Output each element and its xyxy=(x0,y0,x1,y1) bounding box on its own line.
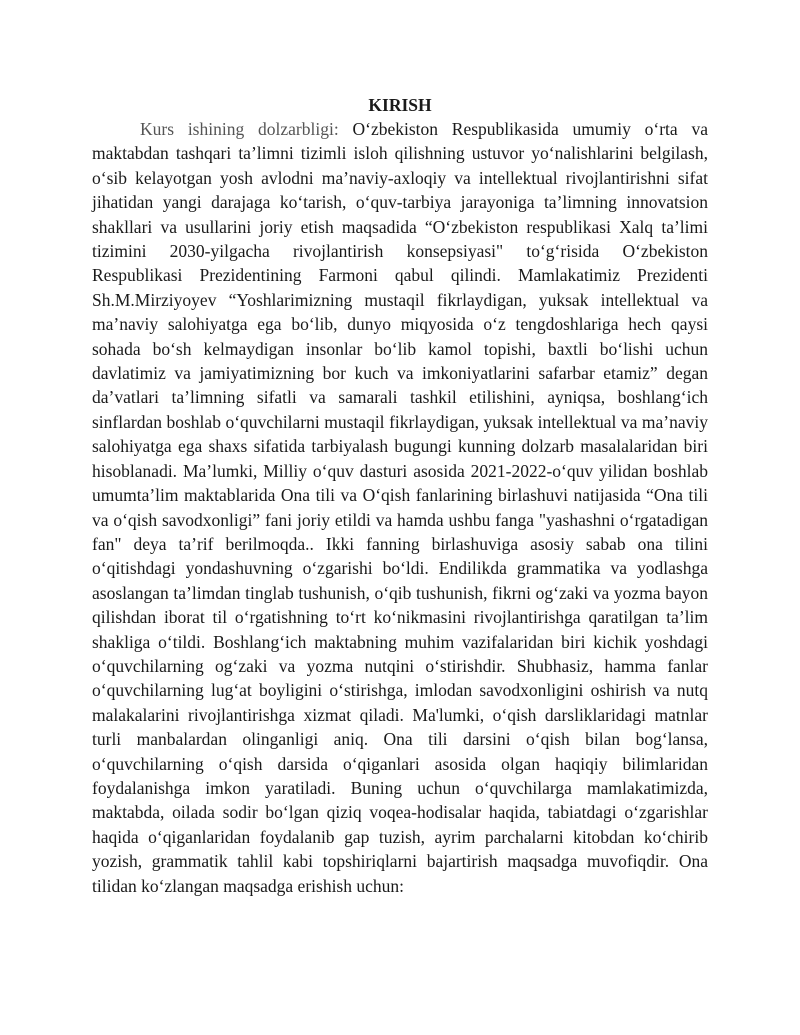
page-title: KIRISH xyxy=(368,95,432,115)
body-paragraph xyxy=(92,117,708,898)
paragraph-text: O‘zbekiston Respublikasida umumiy o‘rta va maktabdan tashqari ta’limni tizimli isloh qilishning ustuvor yo‘nalishlarini belgilash, o‘sib kelayotgan yosh avlodni ma’naviy-axloqiy va intellektual rivojlantirishni sifat jihatidan yangi darajaga ko‘tarish, o‘quv-tarbiya jarayoniga ta’limning innovatsion shakllari va usullarini joriy etish maqsadida “O‘zbekiston respublikasi Xalq ta’limi tizimini 2030-yilgacha rivojlantirish konsepsiyasi" to‘g‘risida O‘zbekiston Respublikasi Prezidentining Farmoni qabul qilindi. Mamlakatimiz Prezidenti Sh.M.Mirziyoyev “Yoshlarimizning mustaqil fikrlaydigan, yuksak intellektual va ma’naviy salohiyatga ega bo‘lib, dunyo miqyosida o‘z tengdoshlariga hech qaysi sohada bo‘sh kelmaydigan insonlar bo‘lib kamol topishi, baxtli bo‘lishi uchun davlatimiz va jamiyatimizning bor kuch va imkoniyatlarini safarbar etamiz” degan da’vatlari ta’limning sifatli va samarali tashkil etilishini, ayniqsa, boshlang‘ich sinflardan boshlab o‘quvchilarni mustaqil fikrlaydigan, yuksak intellektual va ma’naviy salohiyatga ega shaxs sifatida tarbiyalash bugungi kunning dolzarb masalalaridan biri hisoblanadi. Ma’lumki, Milliy o‘quv dasturi asosida 2021-2022-o‘quv yilidan boshlab umumta’lim maktablarida Ona tili va O‘qish fanlarining birlashuvi natijasida “Ona tili va o‘qish savodxonligi” fani joriy etildi va hamda ushbu fanga "yashashni o‘rgatadigan fan" deya ta’rif berilmoqda.. Ikki fanning birlashuviga asosiy sabab ona tilini o‘qitishdagi yondashuvning o‘zgarishi bo‘ldi. Endilikda grammatika va yodlashga asoslangan ta’limdan tinglab tushunish, o‘qib tushunish, fikrni og‘zaki va yozma bayon qilishdan iborat til o‘rgatishning to‘rt ko‘nikmasini rivojlantirishga qaratilgan ta’lim shakliga o‘tildi. Boshlang‘ich maktabning muhim vazifalaridan biri kichik yoshdagi o‘quvchilarning og‘zaki va yozma nutqini o‘stirishdir. Shubhasiz, hamma fanlar o‘quvchilarning lug‘at boyligini o‘stirishga, imlodan savodxonligini oshirish va nutq malakalarini rivojlantirishga xizmat qiladi. Ma'lumki, o‘qish darsliklaridagi matnlar turli manbalardan olinganligi aniq. Ona tili darsini o‘qish bilan bog‘lansa, o‘quvchilarning o‘qish darsida o‘qiganlari asosida olgan haqiqiy bilimlaridan foydalanishga imkon yaratiladi. Buning uchun o‘quvchilarga mamlakatimizda, maktabda, oilada sodir bo‘lgan qiziq voqea-hodisalar haqida, tabiatdagi o‘zgarishlar haqida o‘qiganlaridan foydalanib gap tuzish, ayrim parchalarni kitobdan ko‘chirib yozish, grammatik tahlil kabi topshiriqlarni bajartirish maqsadga muvofiqdir. Ona tilidan ko‘zlangan maqsadga erishish uchun: xyxy=(92,119,708,896)
document-page xyxy=(92,93,708,898)
section-lead-label: Kurs ishining dolzarbligi: xyxy=(140,119,339,139)
